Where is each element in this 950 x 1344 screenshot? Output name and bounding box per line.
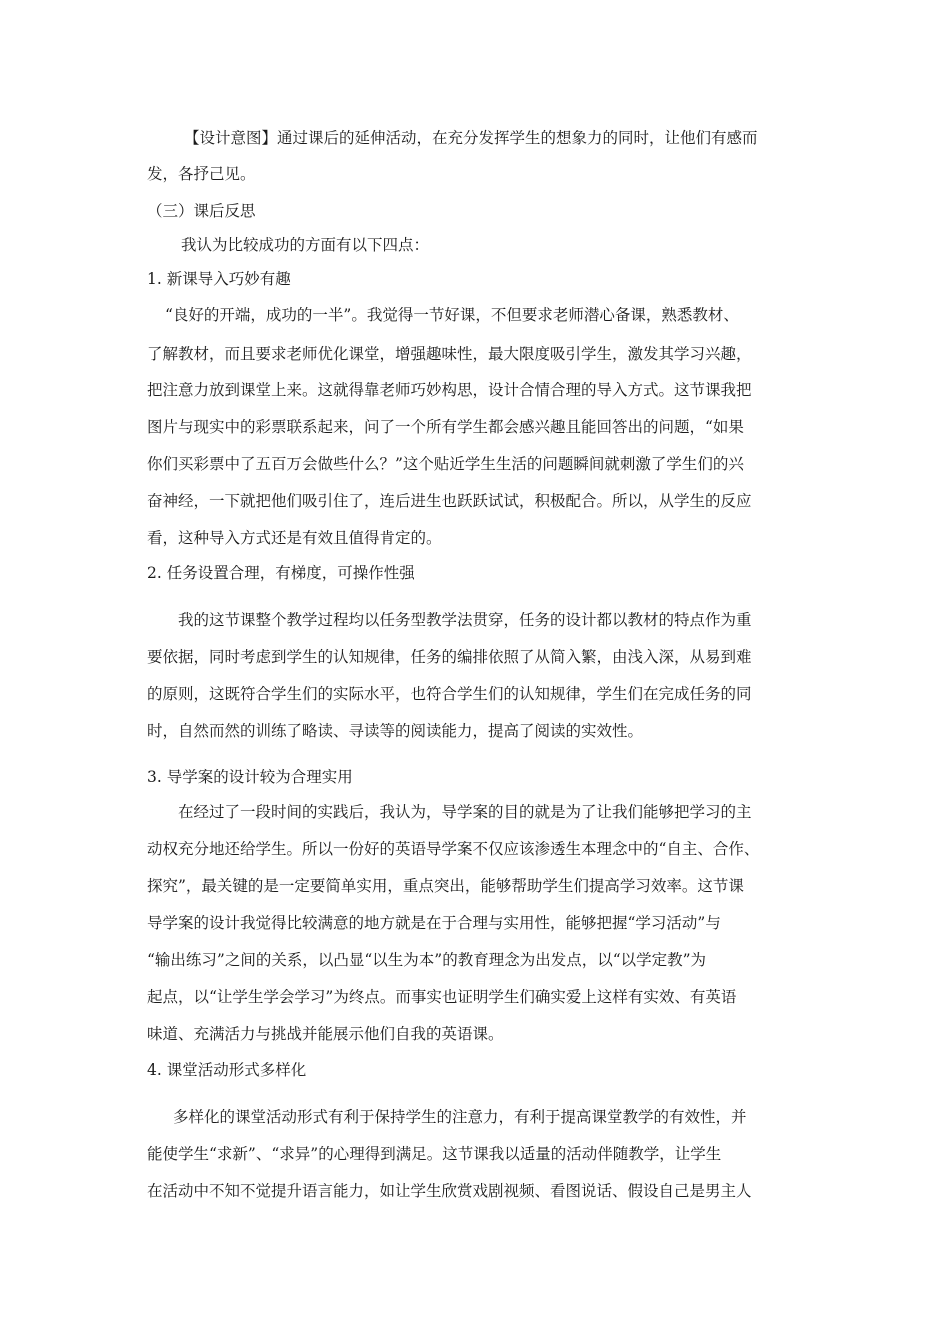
design-intent-line-2: 发，各抒己见。 (147, 165, 256, 183)
point-4-paragraph-line: 能使学生“求新”、“求异”的心理得到满足。这节课我以适量的活动伴随教学，让学生 (147, 1145, 722, 1163)
point-4-paragraph-line: 在活动中不知不觉提升语言能力，如让学生欣赏戏剧视频、看图说话、假设自己是男主人 (147, 1182, 752, 1200)
point-3-paragraph-line: 起点，以“让学生学会学习”为终点。而事实也证明学生们确实爱上这样有实效、有英语 (147, 988, 737, 1006)
point-1-paragraph-line: “良好的开端，成功的一半”。我觉得一节好课，不但要求老师潜心备课，熟悉教材、 (165, 306, 739, 324)
point-2-heading: 2. 任务设置合理，有梯度，可操作性强 (147, 564, 415, 582)
point-1-paragraph-line: 把注意力放到课堂上来。这就得靠老师巧妙构思，设计合情合理的导入方式。这节课我把 (147, 381, 752, 399)
point-3-paragraph-line: “输出练习”之间的关系，以凸显“以生为本”的教育理念为出发点，以“以学定教”为 (147, 951, 707, 969)
point-4-paragraph-line: 多样化的课堂活动形式有利于保持学生的注意力，有利于提高课堂教学的有效性，并 (173, 1108, 747, 1126)
point-3-paragraph-line: 动权充分地还给学生。所以一份好的英语导学案不仅应该渗透生本理念中的“自主、合作、 (147, 840, 760, 858)
point-1-paragraph-line: 图片与现实中的彩票联系起来，问了一个所有学生都会感兴趣且能回答出的问题，“如果 (147, 418, 744, 436)
design-intent-line-1: 【设计意图】通过课后的延伸活动，在充分发挥学生的想象力的同时，让他们有感而 (184, 129, 758, 147)
point-1-paragraph-line: 了解教材，而且要求老师优化课堂，增强趣味性，最大限度吸引学生，激发其学习兴趣， (147, 345, 752, 363)
point-1-paragraph-line: 你们买彩票中了五百万会做些什么？”这个贴近学生生活的问题瞬间就刺激了学生们的兴 (147, 455, 744, 473)
point-2-paragraph-line: 的原则，这既符合学生们的实际水平，也符合学生们的认知规律，学生们在完成任务的同 (147, 685, 752, 703)
point-2-paragraph-line: 要依据，同时考虑到学生的认知规律，任务的编排依照了从简入繁，由浅入深，从易到难 (147, 648, 752, 666)
point-1-paragraph-line: 看，这种导入方式还是有效且值得肯定的。 (147, 529, 442, 547)
section-heading-reflection: （三）课后反思 (147, 202, 256, 220)
point-3-heading: 3. 导学案的设计较为合理实用 (147, 768, 353, 786)
point-3-paragraph-line: 导学案的设计我觉得比较满意的地方就是在于合理与实用性，能够把握“学习活动”与 (147, 914, 721, 932)
point-3-paragraph-line: 探究”，最关键的是一定要简单实用，重点突出，能够帮助学生们提高学习效率。这节课 (147, 877, 744, 895)
reflection-intro: 我认为比较成功的方面有以下四点： (181, 236, 430, 254)
point-3-paragraph-line: 味道、充满活力与挑战并能展示他们自我的英语课。 (147, 1025, 504, 1043)
point-1-heading: 1. 新课导入巧妙有趣 (147, 270, 291, 288)
point-3-paragraph-line: 在经过了一段时间的实践后，我认为，导学案的目的就是为了让我们能够把学习的主 (178, 803, 752, 821)
point-2-paragraph-line: 我的这节课整个教学过程均以任务型教学法贯穿，任务的设计都以教材的特点作为重 (178, 611, 752, 629)
point-1-paragraph-line: 奋神经，一下就把他们吸引住了，连后进生也跃跃试试，积极配合。所以，从学生的反应 (147, 492, 752, 510)
point-2-paragraph-line: 时，自然而然的训练了略读、寻读等的阅读能力，提高了阅读的实效性。 (147, 722, 644, 740)
point-4-heading: 4. 课堂活动形式多样化 (147, 1061, 307, 1079)
